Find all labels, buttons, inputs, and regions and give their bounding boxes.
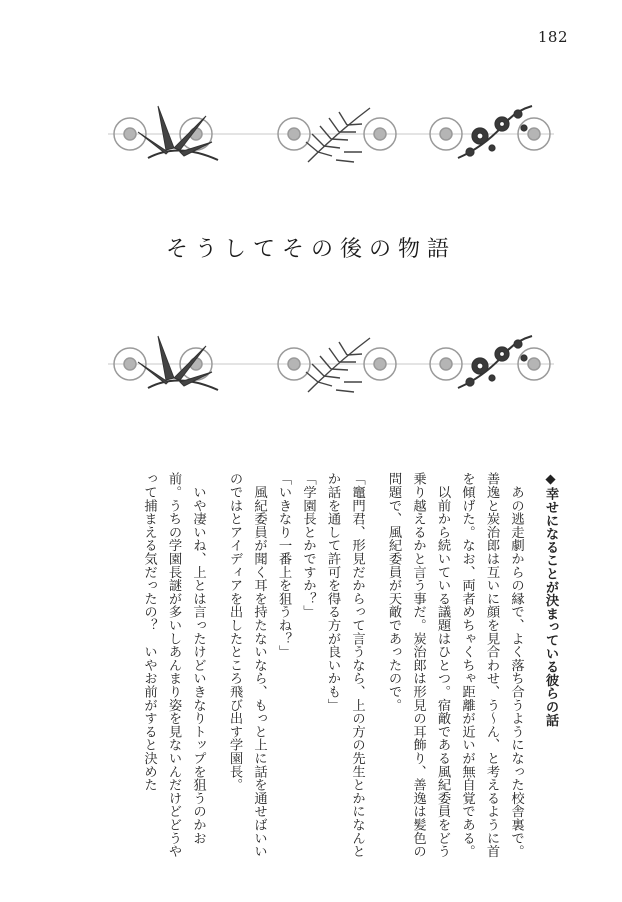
paragraph: あの逃走劇からの縁で、よく落ち合うようになった校舎裏で。善逸と炭治郎は互いに顔を見合わせ、う～ん、と考えるように首を傾げた。なお、両者めちゃくちゃ距離が近いが無自覚である。 — [459, 472, 524, 858]
chapter-title: そうしてその後の物語 — [165, 237, 456, 262]
fern-frond-icon — [306, 338, 370, 392]
fern-frond-icon — [306, 108, 370, 162]
dialogue-line: 「いきなり一番上を狙うね？」 — [276, 472, 291, 659]
bottom-ornament — [108, 332, 554, 396]
bamboo-leaf-icon — [138, 106, 218, 160]
paragraph: 風紀委員が聞く耳を持たないなら、もっと上に話を通せばいいのではとアイディアを出したところ飛び出す学園長。 — [227, 472, 267, 858]
plum-blossom-icon — [458, 336, 532, 388]
plum-blossom-icon — [458, 106, 532, 158]
dialogue-line: 「竈門君、形見だからって言うなら、上の方の先生とかになんとか話を通して許可を得る方が良いかも」 — [325, 472, 365, 858]
paragraph: いや凄いね、上とは言ったけどいきなりトップを狙うのかお前。うちの学園長謎が多いしあんまり姿を見ないんだけどどうやって捕まえる気だったの？ いやお前がすると決めた — [141, 472, 206, 858]
dialogue-line: 「学園長とかですか？」 — [300, 472, 316, 619]
paragraph: 以前から続いている議題はひとつ。宿敵である風紀委員をどう乗り越えるかと言う事だ。炭治郎は形見の耳飾り、善逸は髪色の問題で、風紀委員が天敵であったので。 — [386, 472, 450, 858]
top-ornament — [108, 102, 554, 166]
page-number: 182 — [537, 28, 568, 46]
body-text — [88, 472, 562, 867]
section-heading: ◆幸せになることが決まっている彼らの話 — [543, 472, 558, 727]
bamboo-leaf-icon — [138, 336, 218, 390]
